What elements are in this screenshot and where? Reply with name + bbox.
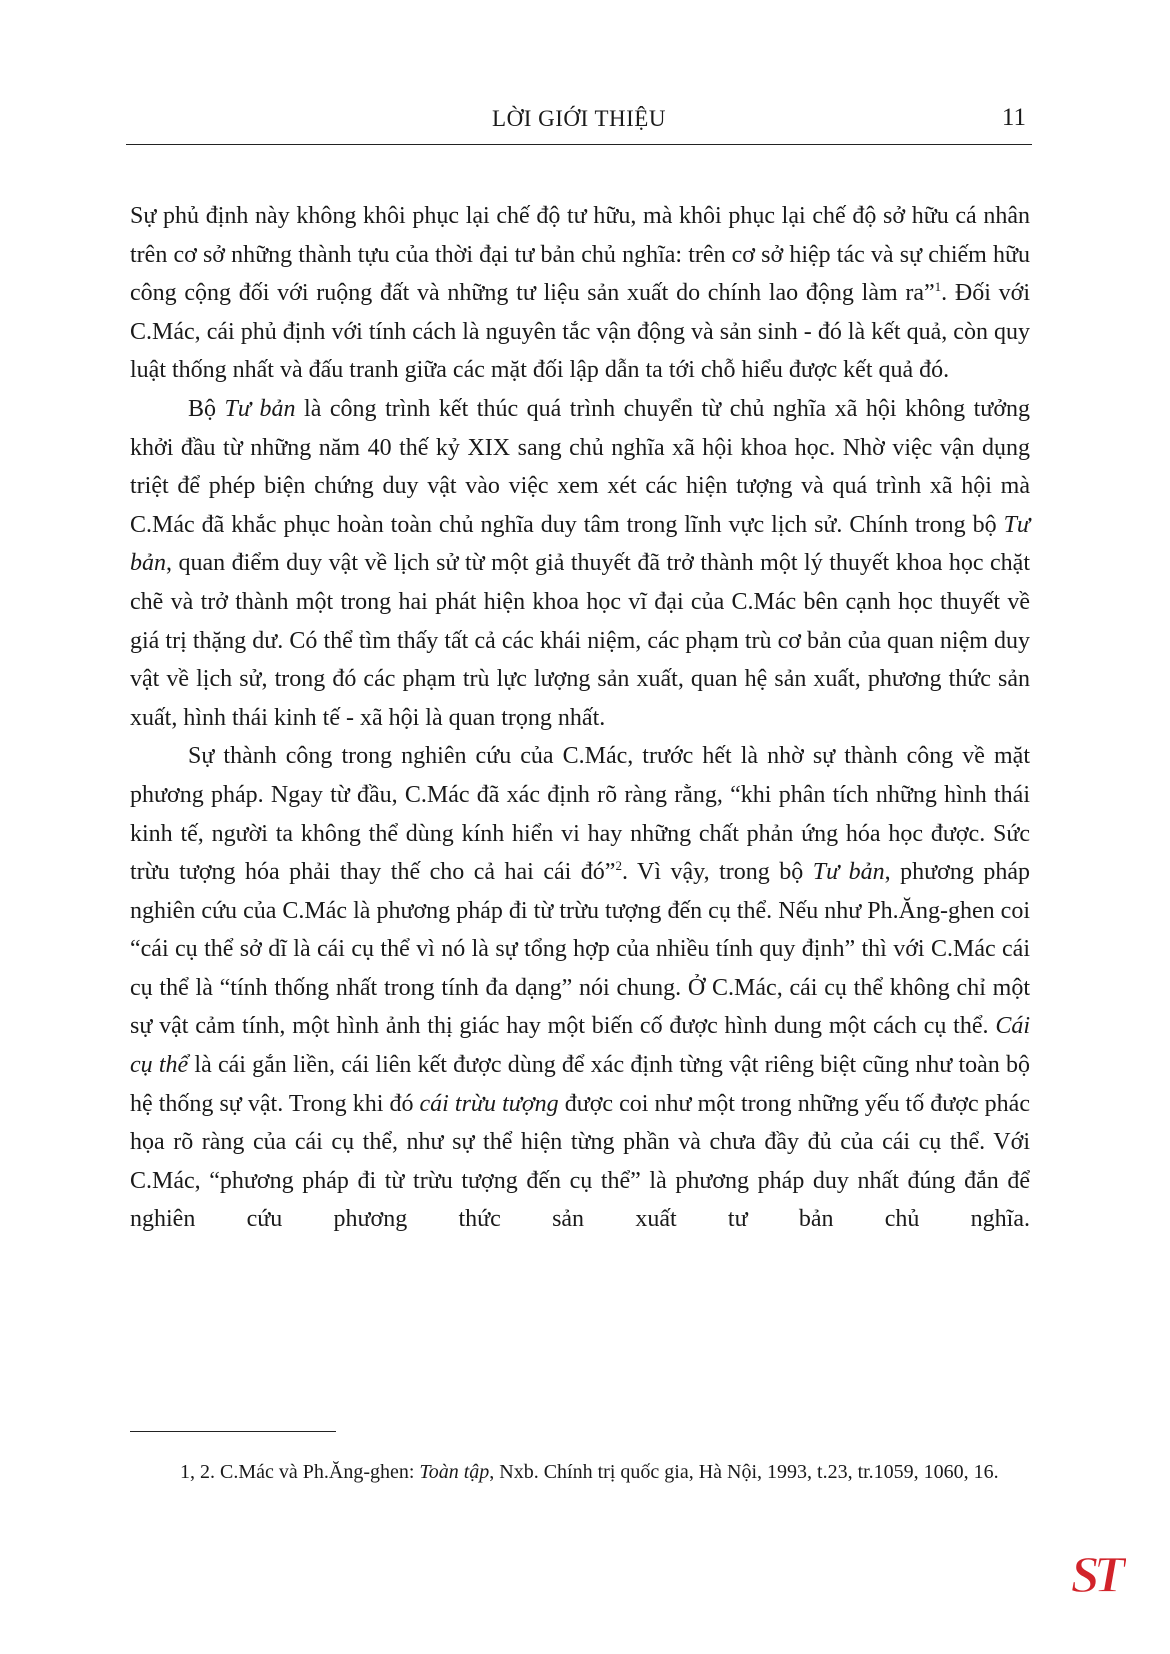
body-text [130, 197, 1030, 1239]
footnote-ref-2: 2 [615, 858, 622, 874]
paragraph-3: Sự thành công trong nghiên cứu của C.Mác, trước hết là nhờ sự thành công về mặt phương pháp. Ngay từ đầu, C.Mác đã xác định rõ ràng rằng, “khi phân tích những hình thái kinh tế, người ta không thể dùng kính hiển vi hay những chất phản ứng hóa học được. Sức trừu tượng hóa phải thay thế cho cả hai cái đó”$^2$. Vì vậy, trong bộ Tư bản, phương pháp nghiên cứu của C.Mác là phương pháp đi từ trừu tượng đến cụ thể. Nếu như Ph.Ăng-ghen coi “cái cụ thể sở dĩ là cái cụ thể vì nó là sự tổng hợp của nhiều tính quy định” thì với C.Mác cái cụ thể là “tính thống nhất trong tính đa dạng” nói chung. Ở C.Mác, cái cụ thể không chỉ một sự vật cảm tính, một hình ảnh thị giác hay một biến cố được hình dung một cách cụ thể. Cái cụ thể là cái gắn liền, cái liên kết được dùng để xác định từng vật riêng biệt cũng như toàn bộ hệ thống sự vật. Trong khi đó cái trừu tượng được coi như một trong những yếu tố được phác họa rõ ràng của cái cụ thể, như sự thể hiện từng phần và chưa đầy đủ của cái cụ thể. Với C.Mác, “phương pháp đi từ trừu tượng đến cụ thể” là phương pháp duy nhất đúng đắn để nghiên cứu phương thức sản xuất tư bản chủ nghĩa. [130, 743, 1031, 1233]
footnote: 1, 2. C.Mác và Ph.Ăng-ghen: Toàn tập, Nxb. Chính trị quốc gia, Hà Nội, 1993, t.23, tr.1059, 1060, 16. [180, 1461, 999, 1483]
running-header [126, 100, 1032, 145]
publisher-logo-icon [1064, 1542, 1126, 1604]
paragraph-1: Sự phủ định này không khôi phục lại chế độ tư hữu, mà khôi phục lại chế độ sở hữu cá nhân trên cơ sở những thành tựu của thời đại tư bản chủ nghĩa: trên cơ sở hiệp tác và sự chiếm hữu công cộng đối với ruộng đất và những tư liệu sản xuất do chính lao động làm ra”$^1$. Đối với C.Mác, cái phủ định với tính cách là nguyên tắc vận động và sản sinh - đó là kết quả, còn quy luật thống nhất và đấu tranh giữa các mặt đối lập dẫn ta tới chỗ hiểu được kết quả đó. [130, 203, 1030, 384]
footnote-ref-1: 1 [934, 279, 942, 295]
page-number: 11 [1001, 104, 1026, 131]
footnote-separator [130, 1431, 336, 1432]
paragraph-2: Bộ Tư bản là công trình kết thúc quá trình chuyển từ chủ nghĩa xã hội không tưởng khởi đầu từ những năm 40 thế kỷ XIX sang chủ nghĩa xã hội khoa học. Nhờ việc vận dụng triệt để phép biện chứng duy vật vào việc xem xét các hiện tượng và quá trình xã hội mà C.Mác đã khắc phục hoàn toàn chủ nghĩa duy tâm trong lĩnh vực lịch sử. Chính trong bộ Tư bản, quan điểm duy vật về lịch sử từ một giả thuyết đã trở thành một lý thuyết khoa học chặt chẽ và trở thành một trong hai phát hiện khoa học vĩ đại của C.Mác bên cạnh học thuyết về giá trị thặng dư. Có thể tìm thấy tất cả các khái niệm, các phạm trù cơ bản của quan niệm duy vật về lịch sử, trong đó các phạm trù lực lượng sản xuất, quan hệ sản xuất, phương thức sản xuất, hình thái kinh tế - xã hội là quan trọng nhất. [130, 395, 1031, 731]
header-title: LỜI GIỚI THIỆU [492, 106, 666, 131]
svg-text:ST: ST [1070, 1547, 1120, 1604]
